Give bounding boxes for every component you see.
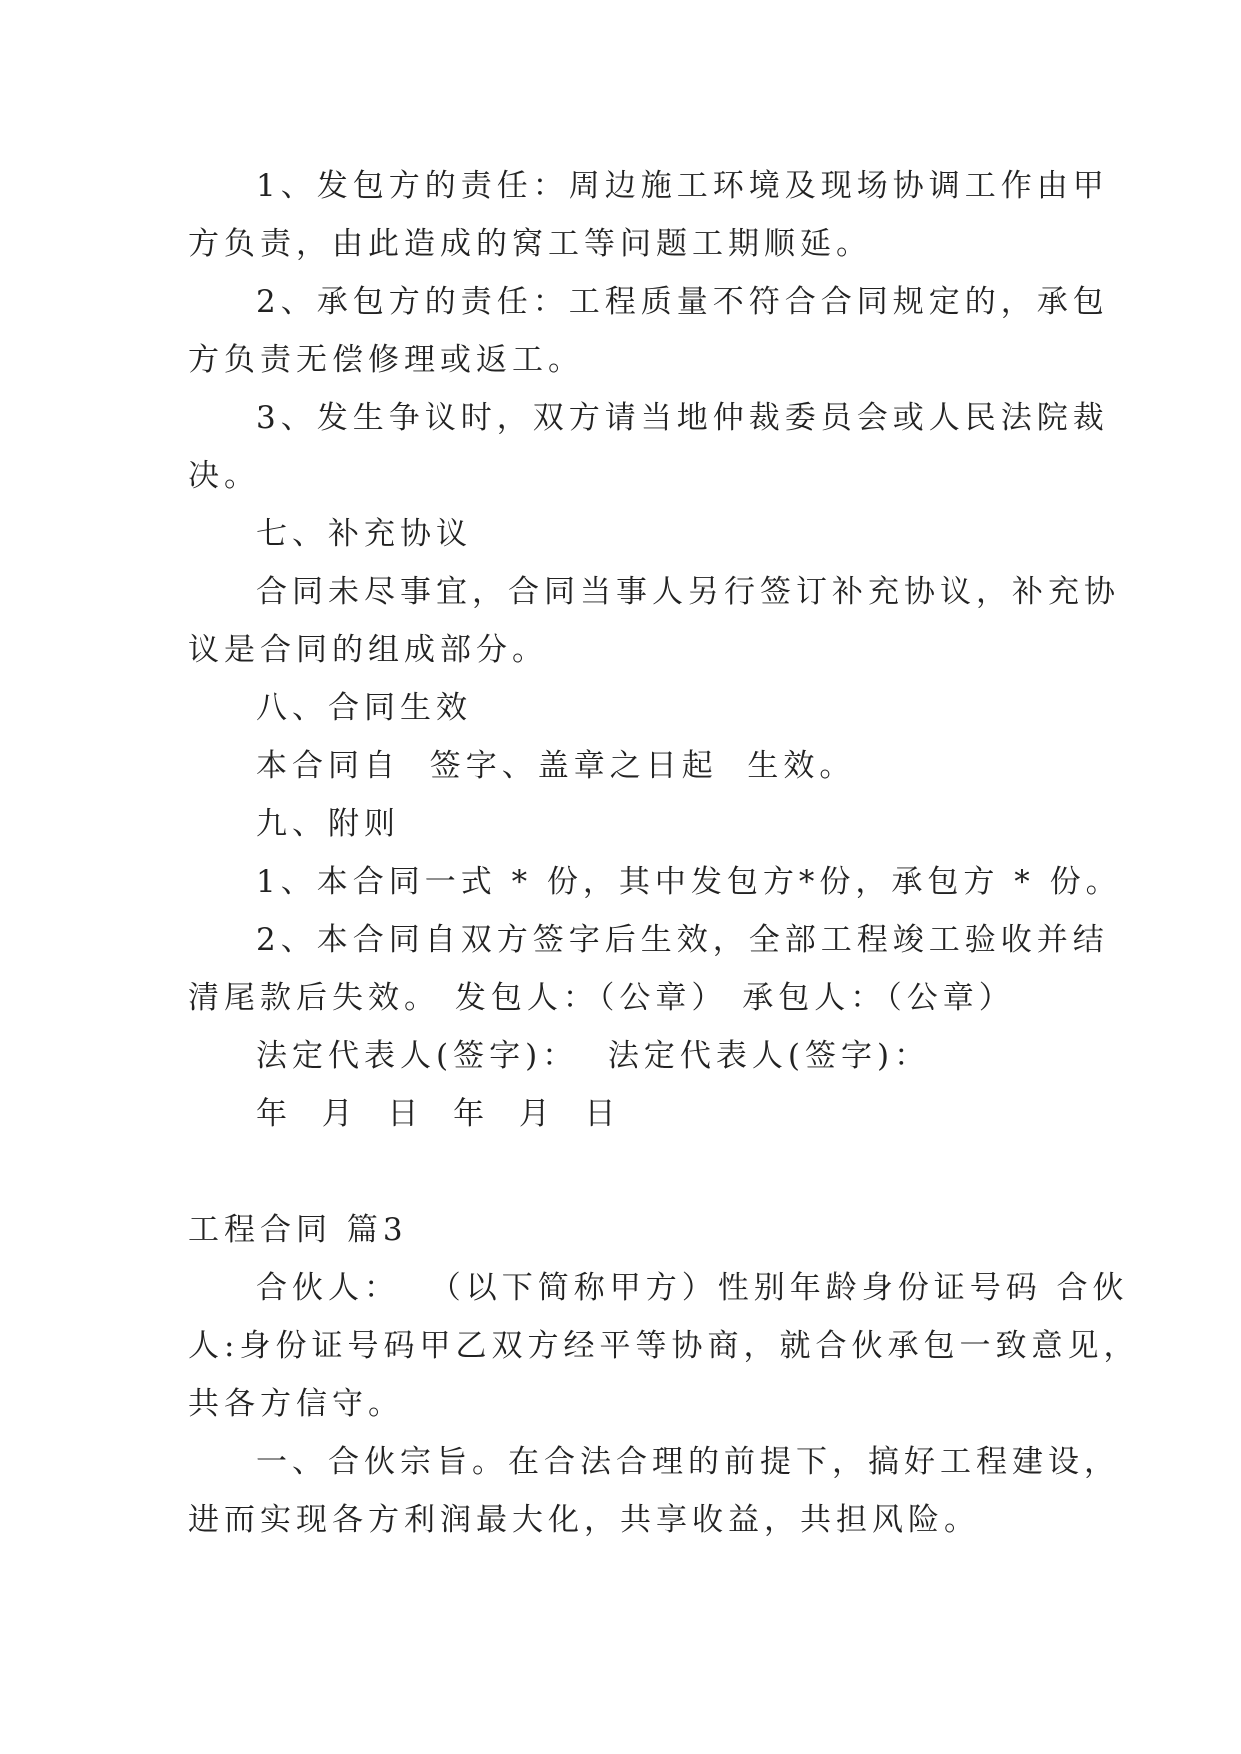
text-line: 人:身份证号码甲乙双方经平等协商，就合伙承包一致意见， [188, 1328, 1140, 1364]
section-heading: 七、补充协议 [256, 516, 472, 552]
document-heading: 工程合同 篇3 [188, 1212, 408, 1248]
text-line: 方负责，由此造成的窝工等问题工期顺延。 [188, 226, 872, 262]
text-line: 2、本合同自双方签字后生效，全部工程竣工验收并结 [256, 922, 1109, 958]
text-line: 1、发包方的责任：周边施工环境及现场协调工作由甲 [256, 168, 1109, 204]
text-line: 清尾款后失效。 发包人：（公章） 承包人：（公章） [188, 980, 1015, 1016]
date-line: 年 月 日 年 月 日 [256, 1096, 621, 1132]
section-heading: 八、合同生效 [256, 690, 472, 726]
text-line: 本合同自 签字、盖章之日起 生效。 [256, 748, 856, 784]
text-line: 2、承包方的责任：工程质量不符合合同规定的，承包 [256, 284, 1109, 320]
text-line: 一、合伙宗旨。在合法合理的前提下，搞好工程建设， [256, 1444, 1120, 1480]
text-line: 进而实现各方利润最大化，共享收益，共担风险。 [188, 1502, 980, 1538]
text-line: 方负责无偿修理或返工。 [188, 342, 584, 378]
text-line: 共各方信守。 [188, 1386, 404, 1422]
text-line: 议是合同的组成部分。 [188, 632, 548, 668]
signature-line: 法定代表人(签字)： 法定代表人(签字)： [256, 1038, 931, 1074]
section-heading: 九、附则 [256, 806, 400, 842]
text-line: 决。 [188, 458, 260, 494]
text-line: 合同未尽事宜，合同当事人另行签订补充协议，补充协 [256, 574, 1120, 610]
text-line: 3、发生争议时，双方请当地仲裁委员会或人民法院裁 [256, 400, 1109, 436]
text-line: 合伙人： （以下简称甲方）性别年龄身份证号码 合伙 [256, 1270, 1129, 1306]
text-line: 1、本合同一式 * 份，其中发包方*份，承包方 * 份。 [256, 864, 1122, 900]
